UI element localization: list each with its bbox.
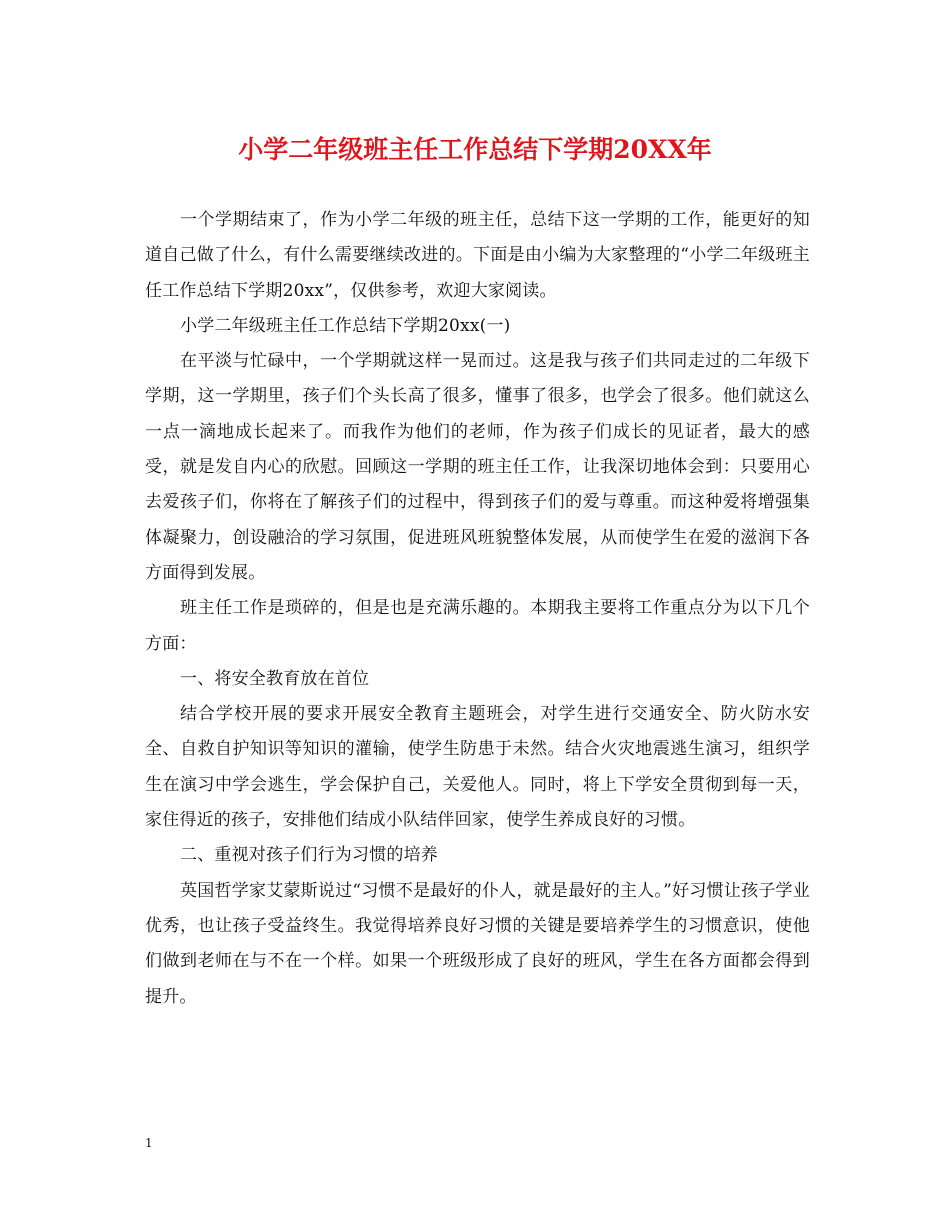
subsection-heading-habits: 二、重视对孩子们行为习惯的培养 [180, 845, 438, 866]
body-paragraph: 结合学校开展的要求开展安全教育主题班会，对学生进行交通安全、防火防水安全、自救自护知识等知识的灌输，使学生防患于未然。结合火灾地震逃生演习，组织学生在演习中学会逃生，学会保护自己，关爱他人。同时，将上下学安全贯彻到每一天，家住得近的孩子，安排他们结成小队结伴回家，使学生养成良好的习惯。 [145, 704, 810, 831]
body-paragraph: 英国哲学家艾蒙斯说过“习惯不是最好的仆人，就是最好的主人。”好习惯让孩子学业优秀，也让孩子受益终生。我觉得培养良好习惯的关键是要培养学生的习惯意识，使他们做到老师在与不在一个样。如果一个班级形成了良好的班风，学生在各方面都会得到提升。 [145, 880, 810, 1007]
document-title: 小学二年级班主任工作总结下学期20XX年 [238, 135, 712, 164]
intro-paragraph: 一个学期结束了，作为小学二年级的班主任，总结下这一学期的工作，能更好的知道自己做了什么，有什么需要继续改进的。下面是由小编为大家整理的“小学二年级班主任工作总结下学期20xx”，仅供参考，欢迎大家阅读。 [145, 210, 810, 301]
page-number: 1 [145, 1136, 153, 1150]
subsection-heading-safety: 一、将安全教育放在首位 [180, 668, 370, 689]
section-heading-one: 小学二年级班主任工作总结下学期20xx(一) [180, 315, 511, 336]
body-paragraph: 班主任工作是琐碎的，但是也是充满乐趣的。本期我主要将工作重点分为以下几个方面： [145, 598, 810, 654]
body-paragraph: 在平淡与忙碌中，一个学期就这样一晃而过。这是我与孩子们共同走过的二年级下学期，这一学期里，孩子们个头长高了很多，懂事了很多，也学会了很多。他们就这么一点一滴地成长起来了。而我作为他们的老师，作为孩子们成长的见证者，最大的感受，就是发自内心的欣慰。回顾这一学期的班主任工作，让我深切地体会到：只要用心去爱孩子们，你将在了解孩子们的过程中，得到孩子们的爱与尊重。而这种爱将增强集体凝聚力，创设融洽的学习氛围，促进班风班貌整体发展，从而使学生在爱的滋润下各方面得到发展。 [145, 351, 810, 583]
document-body [145, 203, 810, 1015]
